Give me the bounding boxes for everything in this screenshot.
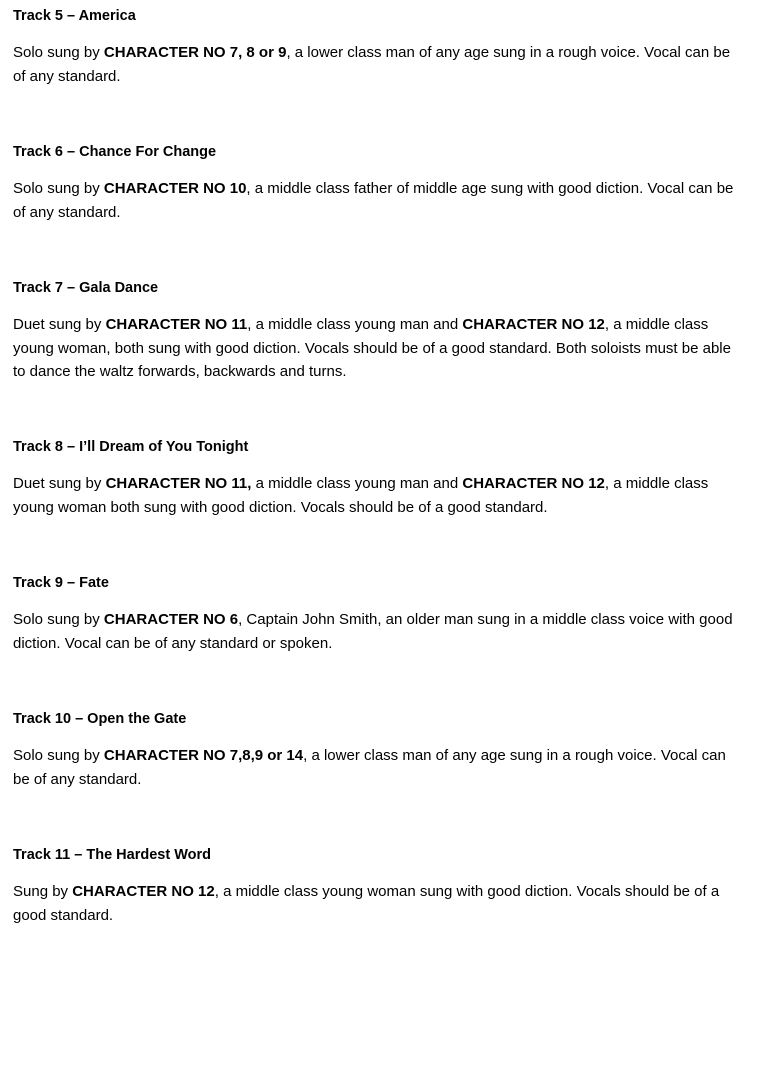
track-6-section	[13, 143, 743, 224]
desc-text: Sung by	[13, 883, 73, 900]
track-title: Track 8 – I’ll Dream of You Tonight	[13, 439, 249, 455]
track-description	[13, 608, 743, 655]
desc-text: Duet sung by	[13, 316, 106, 333]
character-number: CHARACTER NO 12	[462, 475, 605, 492]
track-title: Track 5 – America	[13, 8, 136, 24]
desc-text: Solo sung by	[13, 180, 104, 197]
track-8-section	[13, 438, 743, 519]
character-number: CHARACTER NO 7, 8 or 9	[103, 44, 287, 61]
track-description	[13, 313, 743, 384]
track-description	[13, 177, 743, 224]
desc-text: , a middle class young woman sung with good diction. Vocals should be of a good standard.	[13, 883, 720, 924]
track-description	[13, 472, 743, 519]
character-number: CHARACTER NO 6	[103, 611, 239, 628]
character-number: CHARACTER NO 11	[105, 316, 248, 333]
track-title: Track 7 – Gala Dance	[13, 280, 159, 296]
character-number: CHARACTER NO 12	[72, 883, 215, 900]
desc-text: , a middle class young man and	[247, 316, 463, 333]
track-7-section	[13, 279, 743, 384]
desc-text: , a middle class young woman both sung with good diction. Vocals should be of a good standard.	[13, 475, 709, 516]
track-description	[13, 744, 743, 791]
desc-text: Solo sung by	[13, 611, 104, 628]
track-title: Track 6 – Chance For Change	[13, 144, 217, 160]
character-number: CHARACTER NO 10	[103, 180, 247, 197]
character-number: CHARACTER NO 11,	[105, 475, 252, 492]
track-title: Track 11 – The Hardest Word	[13, 847, 211, 863]
character-number: CHARACTER NO 7,8,9 or 14	[103, 747, 304, 764]
desc-text: , a middle class father of middle age sung with good diction. Vocal can be of any standard.	[13, 180, 734, 221]
desc-text: Solo sung by	[13, 44, 104, 61]
track-description	[13, 880, 743, 927]
desc-text: Duet sung by	[13, 475, 106, 492]
desc-text: , a lower class man of any age sung in a rough voice. Vocal can be of any standard.	[13, 44, 731, 85]
desc-text: a middle class young man and	[251, 475, 463, 492]
desc-text: , a lower class man of any age sung in a rough voice. Vocal can be of any standard.	[13, 747, 726, 788]
track-title: Track 10 – Open the Gate	[13, 711, 187, 727]
desc-text: , Captain John Smith, an older man sung in a middle class voice with good diction. Vocal can be of any standard or spoken.	[13, 611, 733, 652]
character-number: CHARACTER NO 12	[462, 316, 605, 333]
desc-text: Solo sung by	[13, 747, 104, 764]
track-9-section	[13, 574, 743, 655]
track-5-section	[13, 7, 743, 88]
track-description	[13, 41, 743, 88]
desc-text: , a middle class young woman, both sung with good diction. Vocals should be of a good standard. Both soloists must be able to dance the waltz forwards, backwards and turns.	[13, 316, 731, 380]
track-title: Track 9 – Fate	[13, 575, 109, 591]
track-10-section	[13, 710, 743, 791]
track-11-section	[13, 846, 743, 927]
